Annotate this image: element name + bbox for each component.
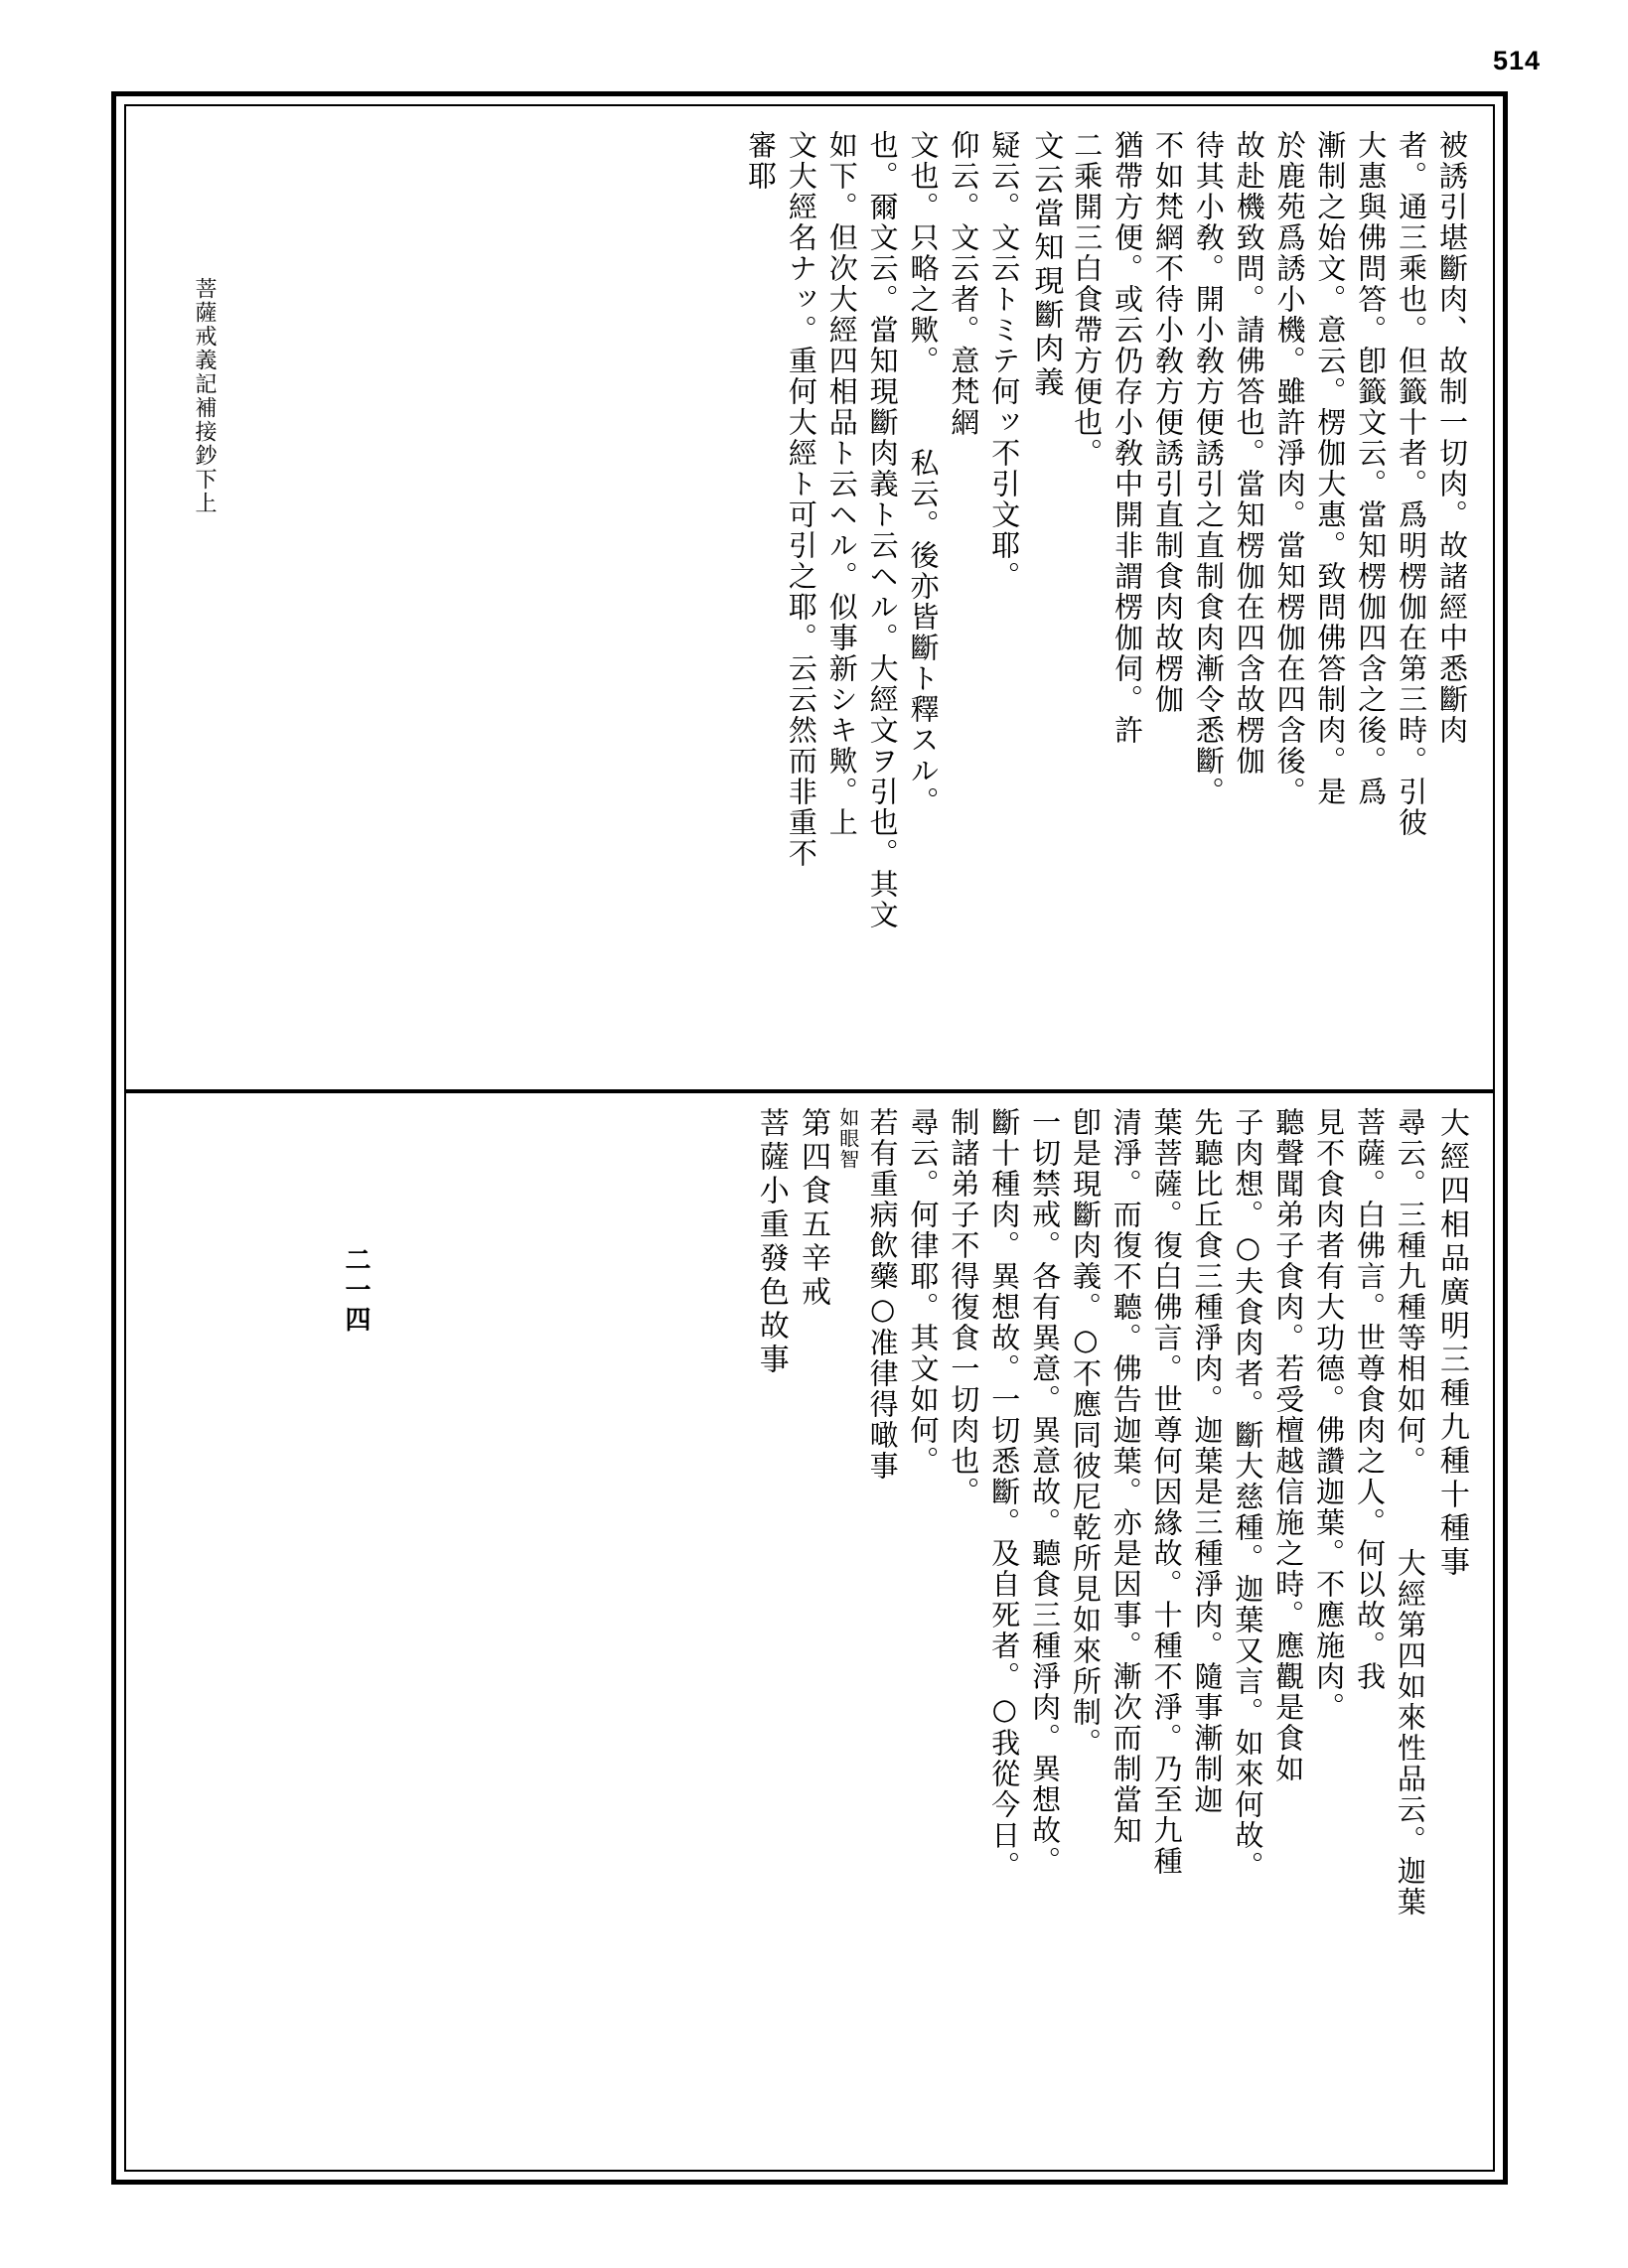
text-column-inline-note: 仰云。文云者。意梵網: [947, 130, 981, 438]
text-column: 尋云。何律耶。其文如何。: [906, 1107, 941, 1477]
page-number-top: 514: [1492, 46, 1541, 75]
text-column: 如下。但次大經四相品ト云ヘル。似事新シキ歟。上: [824, 130, 859, 838]
text-column: 尋云。三種九種等相如何。 大經第四如來性品云。迦葉: [1393, 1107, 1427, 1917]
text-column: 故赴機致問。請佛答也。當知楞伽在四含故楞伽: [1232, 130, 1266, 777]
text-column: 聽聲聞弟子食肉。若受檀越信施之時。應觀是食如: [1271, 1107, 1306, 1784]
text-column: 見不食肉者有大功德。佛讚迦葉。不應施肉。: [1312, 1107, 1347, 1723]
text-column: 文大經名ナッ。重何大經ト可引之耶。云云然而非重不: [784, 130, 818, 869]
text-column: 制諸弟子不得復食一切肉也。: [947, 1107, 981, 1507]
text-column: 若有重病飲藥○准律得噉事: [865, 1107, 900, 1482]
text-column: 審耶: [744, 130, 779, 192]
top-text-section: [148, 128, 1471, 1081]
text-column: 漸制之始文。意云。楞伽大惠。致問佛答制肉。是: [1313, 130, 1348, 807]
text-column: 疑云。文云トミテ何ッ不引文耶。: [987, 130, 1022, 592]
text-column: 大惠與佛問答。卽籤文云。當知楞伽四含之後。爲: [1354, 130, 1389, 807]
section-divider: [126, 1089, 1493, 1093]
text-column: 於鹿苑爲誘小機。雖許淨肉。當知楞伽在四含後。: [1272, 130, 1307, 807]
text-column-heading: 第四食五辛戒: [795, 1107, 830, 1310]
text-column: 不如梵網不待小敎方便誘引直制食肉故楞伽: [1150, 130, 1185, 715]
text-column: 猶帶方便。或云仍存小敎中開非謂楞伽伺。許: [1110, 130, 1145, 746]
text-column: 菩薩。白佛言。世尊食肉之人。何以故。我: [1352, 1107, 1387, 1692]
top-columns: [148, 128, 1471, 1081]
text-column-heading: 菩薩小重發色故事: [753, 1107, 789, 1377]
text-column: 者。通三乘也。但籤十者。爲明楞伽在第三時。引彼: [1395, 130, 1429, 838]
text-column: 待其小敎。開小敎方便誘引之直制食肉漸令悉斷。: [1191, 130, 1226, 807]
text-column: 二乘開三白食帶方便也。: [1070, 130, 1105, 469]
text-column: 葉菩薩。復白佛言。世尊何因緣故。十種不淨。乃至九種: [1149, 1107, 1184, 1877]
text-column: 也。爾文云。當知現斷肉義ト云ヘル。大經文ヲ引也。其文: [865, 130, 900, 930]
text-column: 一切禁戒。各有異意。異意故。聽食三種淨肉。異想故。: [1028, 1107, 1063, 1877]
text-column: 文也。只略之歟。 私云。後亦皆斷ト釋スル。: [906, 130, 941, 817]
page-frame-inner: [124, 104, 1495, 2172]
folio-number: 二一四: [341, 1246, 370, 1336]
text-column: 清淨。而復不聽。佛告迦葉。亦是因事。漸次而制當知: [1109, 1107, 1143, 1846]
text-column: 先聽比丘食三種淨肉。迦葉是三種淨肉。隨事漸制迦: [1190, 1107, 1225, 1815]
text-column: 斷十種肉。異想故。一切悉斷。及自死者。○我從今日。: [987, 1107, 1022, 1882]
text-column-heading: 文云當知現斷肉義: [1028, 130, 1064, 400]
text-column-heading: 大經四相品廣明三種九種十種事: [1434, 1107, 1469, 1580]
running-head: 菩薩戒義記補接鈔下上: [192, 277, 217, 515]
text-column: 子肉想。○夫食肉者。斷大慈種。迦葉又言。如來何故。: [1231, 1107, 1265, 1882]
page-frame: [111, 91, 1508, 2185]
text-column-inline-note: 如眼智: [835, 1107, 860, 1170]
text-column: 被誘引堪斷肉、故制一切肉。故諸經中悉斷肉: [1435, 130, 1469, 746]
text-column: 卽是現斷肉義。○不應同彼尼乾所見如來所制。: [1068, 1107, 1103, 1759]
